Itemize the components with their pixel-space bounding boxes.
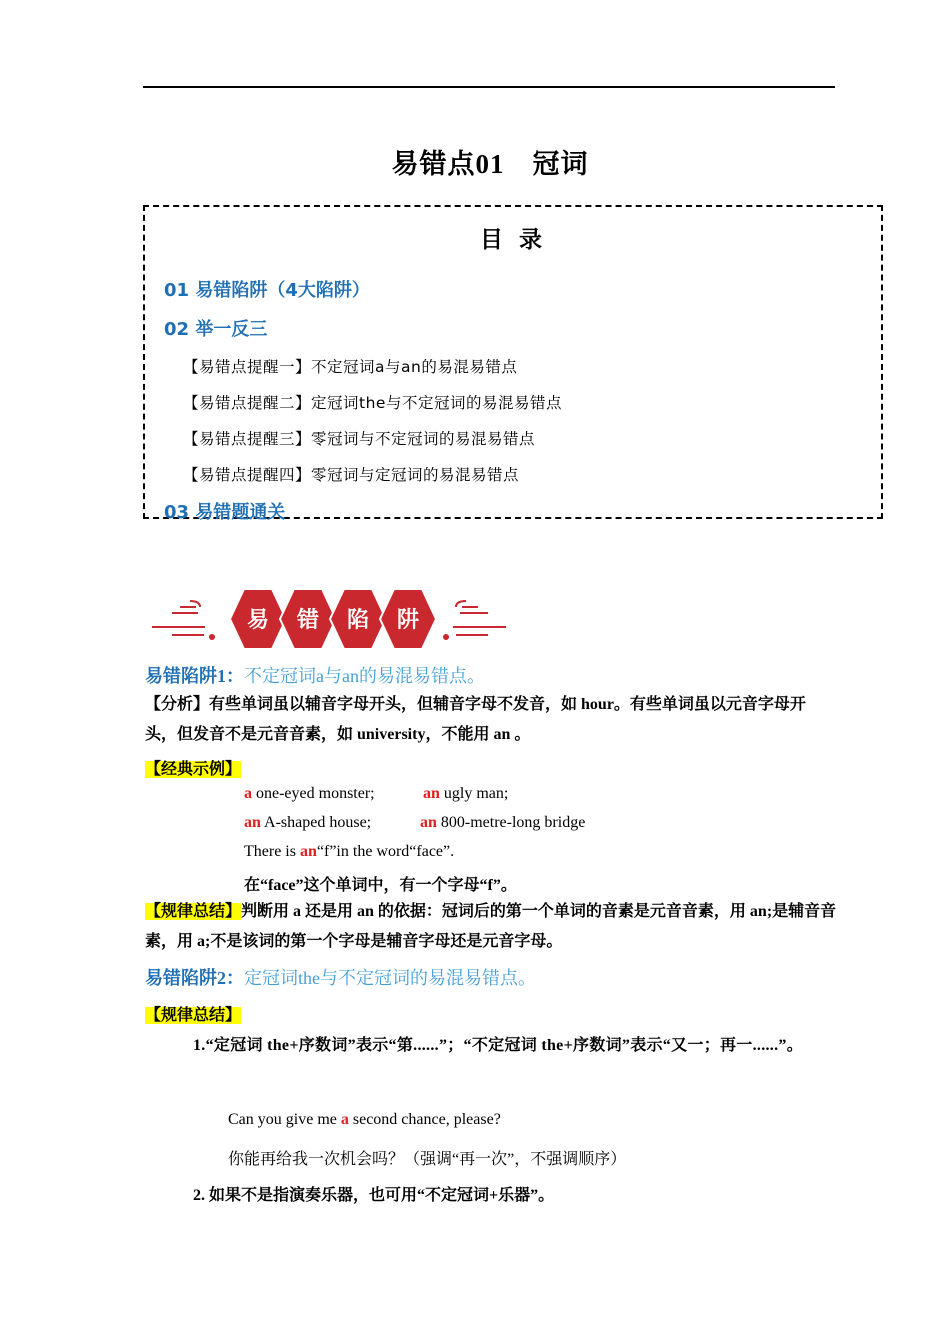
banner-char: 错 <box>296 608 320 633</box>
toc-item-1[interactable]: 【易错点提醒一】不定冠词a与an的易混易错点 <box>183 358 518 376</box>
example-text: Can you give me <box>228 1111 341 1128</box>
table-of-contents <box>143 205 883 523</box>
trap-1-rule <box>145 897 837 957</box>
page-title: 易错点01 冠词 <box>391 149 589 179</box>
example-text: second chance, please? <box>348 1111 501 1128</box>
example-text: one-eyed monster; <box>252 785 375 802</box>
example-text: A-shaped house; <box>260 814 372 831</box>
trap-2-desc: 定冠词the与不定冠词的易混易错点。 <box>244 968 536 988</box>
example-4-cn: 在“face”这个单词中，有一个字母“f”。 <box>244 877 517 894</box>
trap-2-point-2: 2. 如果不是指演奏乐器，也可用“不定冠词+乐器”。 <box>193 1187 555 1204</box>
banner-left-ornament <box>152 601 205 635</box>
banner-char: 易 <box>246 608 270 633</box>
rule-text: 判断用 a 还是用 an 的依据：冠词后的第一个单词的音素是元音音素，用 an;是辅音音素，用 a;不是该词的第一个字母是辅音字母还是元音字母。 <box>145 903 837 950</box>
toc-item-2[interactable]: 【易错点提醒二】定冠词the与不定冠词的易混易错点 <box>183 394 562 412</box>
trap-1-label: 易错陷阱1： <box>145 666 244 686</box>
example-1a <box>244 785 375 803</box>
example-2b <box>420 814 585 832</box>
article: an <box>420 814 437 831</box>
analysis-tag: 【分析】 <box>145 696 210 713</box>
example-tag: 【经典示例】 <box>145 761 242 778</box>
example-text: There is <box>244 843 300 860</box>
trap-2-point-1: 1.“定冠词 the+序数词”表示“第......”；“不定冠词 the+序数词”表示“又一；再一......”。 <box>193 1037 803 1054</box>
rule-tag-line-2 <box>145 1002 241 1025</box>
example-text: 800-metre-long bridge <box>436 814 586 831</box>
analysis-text: 有些单词虽以辅音字母开头，但辅音字母不发音，如 hour。有些单词虽以元音字母开头，但发音不是元音音素，如 university，不能用 an 。 <box>145 696 806 743</box>
example-tag-line <box>145 756 241 779</box>
article: a <box>340 1111 349 1128</box>
toc-section-1[interactable]: 01 易错陷阱（4大陷阱） <box>164 280 370 301</box>
banner-dot-left <box>209 634 215 640</box>
trap-1-analysis <box>145 690 837 750</box>
header-rule <box>143 86 835 88</box>
example-1b <box>423 785 508 803</box>
toc-item-3[interactable]: 【易错点提醒三】零冠词与不定冠词的易混易错点 <box>183 430 536 448</box>
toc-item-4[interactable]: 【易错点提醒四】零冠词与定冠词的易混易错点 <box>183 466 520 484</box>
trap-2-label: 易错陷阱2： <box>145 968 244 988</box>
banner-dot-right <box>443 634 449 640</box>
trap-2-example <box>228 1111 501 1129</box>
trap-1-desc: 不定冠词a与an的易混易错点。 <box>244 666 485 686</box>
rule-tag-2: 【规律总结】 <box>145 1007 242 1024</box>
example-text: “f”in the word“face”. <box>316 843 455 860</box>
rule-tag: 【规律总结】 <box>145 903 242 920</box>
article: an <box>299 843 317 860</box>
banner-char: 阱 <box>396 608 420 633</box>
trap-banner <box>150 587 510 651</box>
trap-2-heading <box>145 964 536 990</box>
trap-1-heading <box>145 662 485 688</box>
toc-section-3[interactable]: 03 易错题通关 <box>164 502 286 523</box>
toc-section-2[interactable]: 02 举一反三 <box>164 319 268 340</box>
example-text: ugly man; <box>439 785 509 802</box>
banner-char: 陷 <box>346 608 370 633</box>
example-3 <box>244 843 454 861</box>
example-2a <box>244 814 371 832</box>
banner-right-ornament <box>453 601 506 635</box>
toc-heading: 目 录 <box>479 227 546 253</box>
article: a <box>244 785 252 802</box>
article: an <box>423 785 440 802</box>
article: an <box>244 814 261 831</box>
trap-2-example-cn: 你能再给我一次机会吗？（强调“再一次”，不强调顺序） <box>228 1151 627 1168</box>
